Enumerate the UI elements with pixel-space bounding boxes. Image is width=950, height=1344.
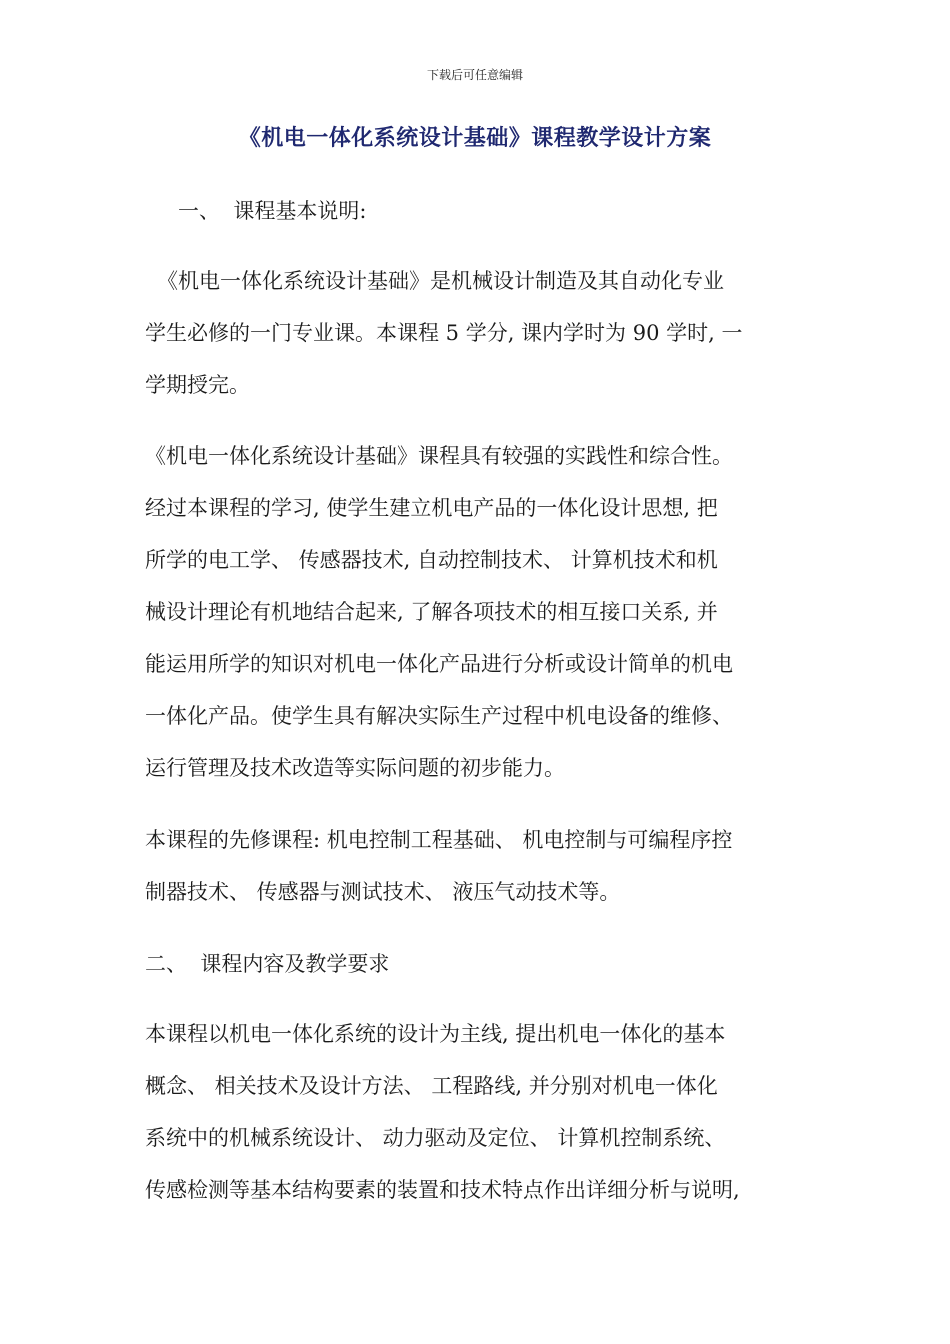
- paragraph-line: 《机电一体化系统设计基础》是机械设计制造及其自动化专业: [157, 269, 724, 293]
- paragraph-3: [145, 825, 732, 929]
- paragraph-line: 系统中的机械系统设计、 动力驱动及定位、 计算机控制系统、: [145, 1126, 726, 1150]
- paragraph-line: 《机电一体化系统设计基础》课程具有较强的实践性和综合性。: [145, 444, 733, 468]
- paragraph-line: 学期授完。: [145, 373, 250, 397]
- paragraph-1: [145, 266, 743, 422]
- paragraph-line: 所学的电工学、 传感器技术, 自动控制技术、 计算机技术和机: [145, 548, 718, 572]
- paragraph-line: 能运用所学的知识对机电一体化产品进行分析或设计简单的机电: [145, 652, 733, 676]
- paragraph-line: 学生必修的一门专业课。本课程 5 学分, 课内学时为 90 学时, 一: [145, 321, 743, 345]
- paragraph-line: 一体化产品。使学生具有解决实际生产过程中机电设备的维修、: [145, 704, 733, 728]
- paragraph-line: 概念、 相关技术及设计方法、 工程路线, 并分别对机电一体化: [145, 1074, 718, 1098]
- paragraph-line: 本课程的先修课程: 机电控制工程基础、 机电控制与可编程序控: [145, 828, 733, 852]
- document-title: 《机电一体化系统设计基础》课程教学设计方案: [238, 125, 712, 151]
- header-note: 下载后可任意编辑: [426, 68, 523, 82]
- paragraph-line: 运行管理及技术改造等实际问题的初步能力。: [145, 756, 565, 780]
- paragraph-line: 械设计理论有机地结合起来, 了解各项技术的相互接口关系, 并: [145, 600, 718, 624]
- paragraph-line: 传感检测等基本结构要素的装置和技术特点作出详细分析与说明,: [145, 1178, 740, 1202]
- section-heading-1: 一、 课程基本说明:: [178, 199, 367, 223]
- paragraph-line: 制器技术、 传感器与测试技术、 液压气动技术等。: [145, 880, 621, 904]
- section-heading-2: 二、 课程内容及教学要求: [145, 952, 390, 976]
- paragraph-4: [145, 1019, 740, 1227]
- paragraph-line: 经过本课程的学习, 使学生建立机电产品的一体化设计思想, 把: [145, 496, 718, 520]
- paragraph-2: [145, 441, 733, 805]
- paragraph-line: 本课程以机电一体化系统的设计为主线, 提出机电一体化的基本: [145, 1022, 726, 1046]
